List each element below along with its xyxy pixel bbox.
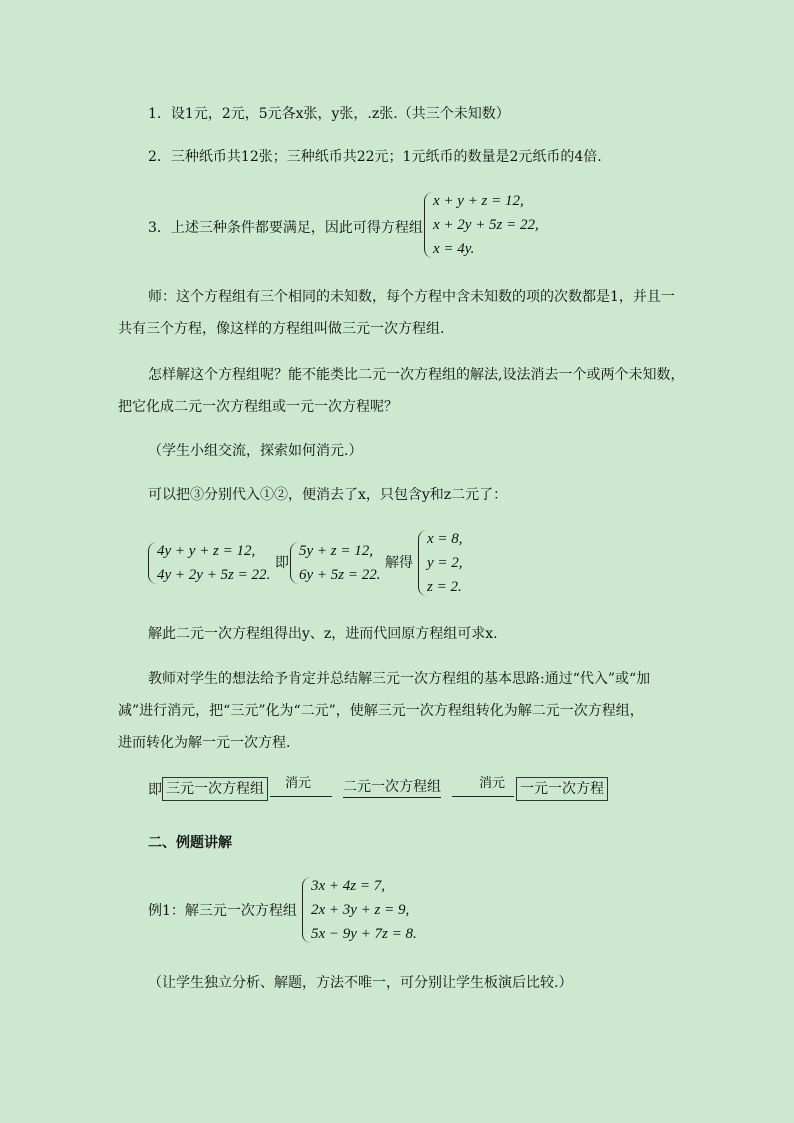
flow-arrow-label-1: 消元 <box>285 776 312 791</box>
summary-line-c: 进而转化为解一元一次方程. <box>118 735 291 751</box>
equation: 5y + z = 12, <box>299 543 373 559</box>
solve-line: 解此二元一次方程组得出y、z，进而代回原方程组可求x. <box>148 626 498 642</box>
discussion-line: （学生小组交流，探索如何消元.） <box>148 443 363 459</box>
solution-label: 解得 <box>385 555 413 571</box>
summary-line-a: 教师对学生的想法给予肯定并总结解三元一次方程组的基本思路:通过“代入”或“加 <box>148 671 651 687</box>
equation: x = 4y. <box>433 241 475 257</box>
equation: z = 2. <box>427 579 462 595</box>
equation: x + 2y + 5z = 22, <box>433 217 539 233</box>
equation-system-a <box>148 540 278 588</box>
equation-system-1 <box>424 190 564 262</box>
equation: 3x + 4z = 7, <box>311 878 385 894</box>
substitution-line: 可以把③分别代入①②，便消去了x，只包含y和z二元了： <box>148 487 508 503</box>
equation: x = 8, <box>427 531 463 547</box>
line-2: 2．三种纸币共12张；三种纸币共22元；1元纸币的数量是2元纸币的4倍. <box>148 149 602 165</box>
line-3: 3．上述三种条件都要满足，因此可得方程组 <box>148 220 423 236</box>
equation: 5x − 9y + 7z = 8. <box>311 926 417 942</box>
note-line: （让学生独立分析、解题，方法不唯一，可分别让学生板演后比较.） <box>148 975 573 991</box>
summary-line-b: 减”进行消元，把“三元”化为“二元”，使解三元一次方程组转化为解二元一次方程组， <box>118 703 644 719</box>
equation-system-example <box>302 875 452 947</box>
equation-system-b <box>290 540 390 588</box>
teacher-line-b: 共有三个方程，像这样的方程组叫做三元一次方程组. <box>118 321 445 337</box>
equation: 4y + 2y + 5z = 22. <box>157 567 271 583</box>
line-1: 1．设1元，2元，5元各x张，y张，.z张.（共三个未知数） <box>148 106 510 122</box>
flow-arrow-1 <box>270 790 332 797</box>
example-1-label: 例1：解三元一次方程组 <box>148 903 297 919</box>
question-line-b: 把它化成二元一次方程组或一元一次方程呢？ <box>118 399 398 415</box>
equation-system-c <box>418 528 478 600</box>
flow-ji: 即 <box>148 782 162 798</box>
flow-arrow-label-2: 消元 <box>479 776 506 791</box>
equation: y = 2, <box>427 555 463 571</box>
section-heading: 二、例题讲解 <box>148 835 232 851</box>
equation: 6y + 5z = 22. <box>299 567 381 583</box>
flow-box-one-variable: 一元一次方程 <box>516 777 608 801</box>
equation: x + y + z = 12, <box>433 193 524 209</box>
equation: 2x + 3y + z = 9, <box>311 902 410 918</box>
equation: 4y + y + z = 12, <box>157 543 256 559</box>
ji-label: 即 <box>275 555 289 571</box>
flow-arrow-2 <box>452 790 514 797</box>
teacher-line-a: 师：这个方程组有三个相同的未知数，每个方程中含未知数的项的次数都是1，并且一 <box>148 289 675 305</box>
question-line-a: 怎样解这个方程组呢？能不能类比二元一次方程组的解法,设法消去一个或两个未知数， <box>148 367 685 383</box>
flow-two-variable: 二元一次方程组 <box>343 777 441 798</box>
flow-box-three-variable: 三元一次方程组 <box>162 777 268 801</box>
